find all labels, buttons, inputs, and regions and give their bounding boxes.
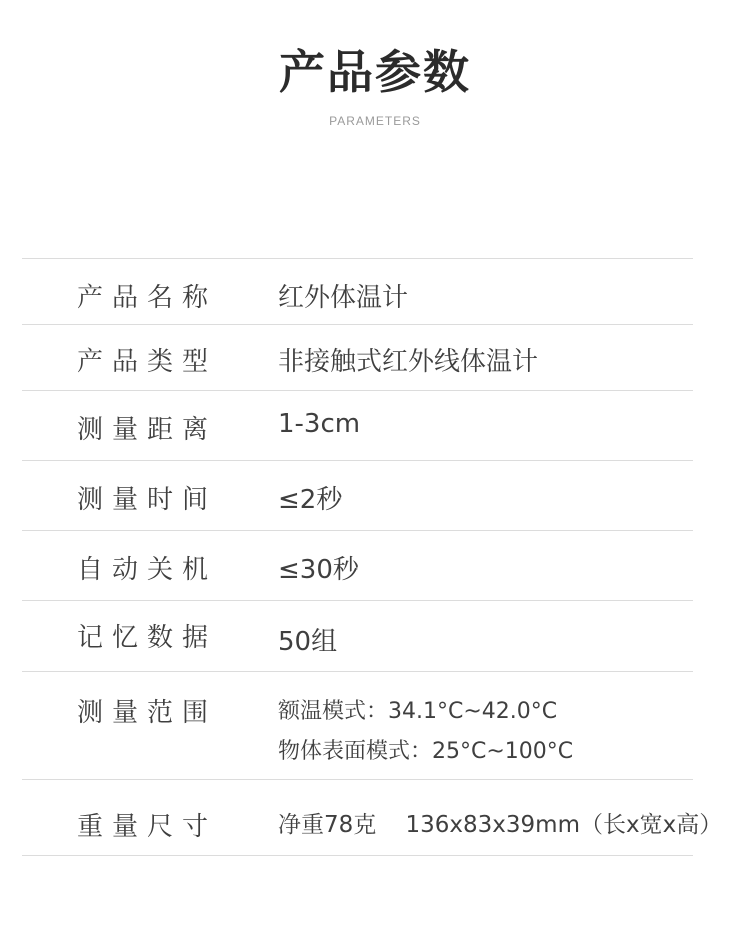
param-value: 1-3cm (278, 409, 361, 439)
param-value: 红外体温计 (278, 283, 409, 313)
param-label: 记忆数据 (77, 623, 218, 653)
param-value: 50组 (278, 627, 338, 657)
param-label: 测量时间 (77, 485, 218, 515)
param-label: 产品类型 (77, 347, 218, 377)
param-row-distance (22, 391, 693, 461)
param-value: ≤2秒 (278, 485, 343, 515)
parameters-table (22, 258, 723, 856)
range-line-forehead: 额温模式：34.1°C~42.0°C (278, 699, 558, 724)
param-value: ≤30秒 (278, 555, 359, 585)
param-row-measure-time (22, 461, 693, 531)
param-row-auto-off (22, 531, 693, 601)
page-title: 产品参数 (279, 45, 471, 99)
param-value: 净重78克 136x83x39mm（长x宽x高） (278, 812, 723, 838)
param-row-memory (22, 601, 693, 672)
param-label: 重量尺寸 (77, 812, 218, 842)
param-value-multiline (278, 692, 573, 772)
page-subtitle: PARAMETERS (329, 114, 421, 128)
param-label: 测量范围 (77, 698, 218, 728)
param-row-range (22, 672, 693, 780)
param-label: 产品名称 (77, 283, 218, 313)
param-row-product-type (22, 325, 693, 391)
param-row-weight-size (22, 780, 723, 856)
param-value: 非接触式红外线体温计 (278, 347, 539, 377)
param-label: 测量距离 (77, 415, 218, 445)
param-label: 自动关机 (77, 555, 218, 585)
range-line-surface: 物体表面模式：25°C~100°C (278, 739, 574, 764)
param-row-product-name (22, 259, 693, 325)
